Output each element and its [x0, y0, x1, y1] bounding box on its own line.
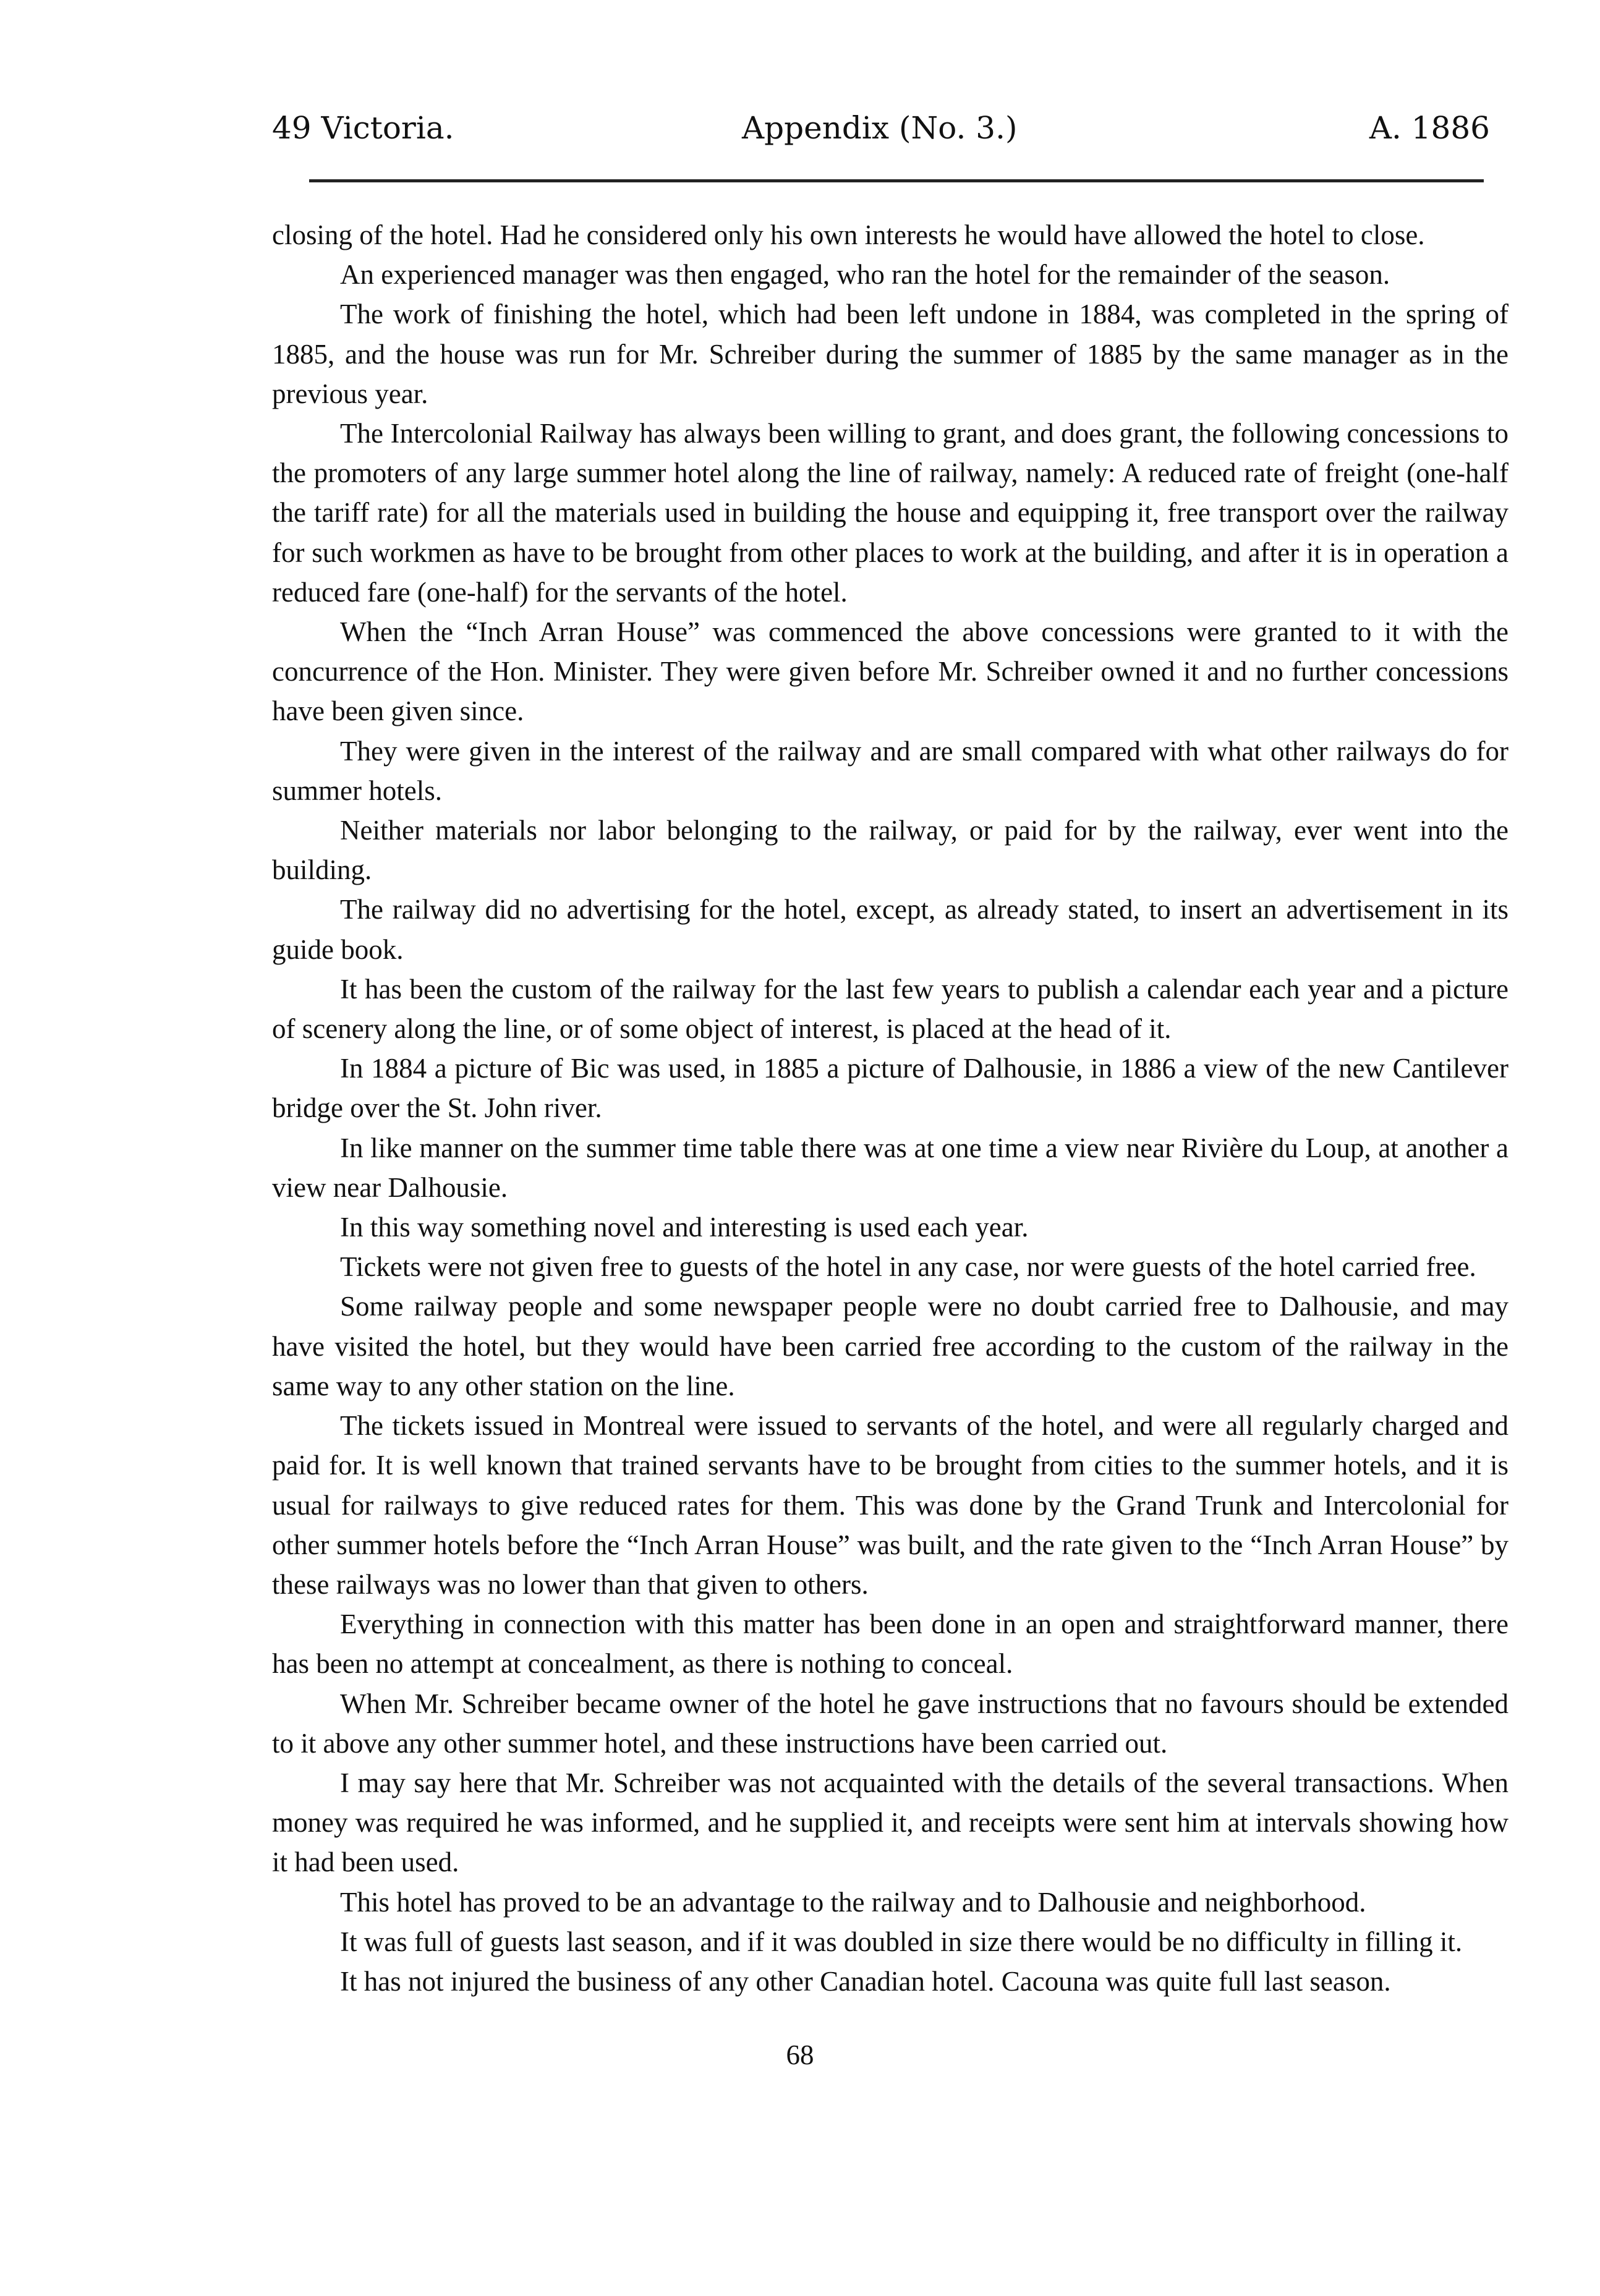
- paragraph: It has not injured the business of any other Canadian hotel. Cacouna was quite full last season.: [340, 1965, 1391, 1997]
- paragraph: When Mr. Schreiber became owner of the hotel he gave instructions that no favours should be extended to it above any other summer hotel, and these instructions have been carried out.: [272, 1688, 1509, 1759]
- paragraph: The Intercolonial Railway has always been willing to grant, and does grant, the following concessions to the promoters of any large summer hotel along the line of railway, namely: A reduced rate of freight (one-half the tariff rate) for all the materials used in building the house and equipping it, free transport over the railway for such workmen as have to be brought from other places to work at the building, and after it is in operation a reduced fare (one-half) for the servants of the hotel.: [272, 418, 1509, 608]
- paragraph: The tickets issued in Montreal were issued to servants of the hotel, and were all regularly charged and paid for. It is well known that trained servants have to be brought from cities to the summer hotels, and it is usual for railways to give reduced rates for them. This was done by the Grand Trunk and Intercolonial for other summer hotels before the “Inch Arran House” was built, and the rate given to the “Inch Arran House” by these railways was no lower than that given to others.: [272, 1410, 1509, 1600]
- paragraph: The railway did no advertising for the hotel, except, as already stated, to insert an advertisement in its guide book.: [272, 894, 1509, 965]
- paragraph: In 1884 a picture of Bic was used, in 1885 a picture of Dalhousie, in 1886 a view of the new Cantilever bridge over the St. John river.: [272, 1053, 1509, 1124]
- paragraph: In like manner on the summer time table there was at one time a view near Rivière du Loup, at another a view near Dalhousie.: [272, 1132, 1509, 1203]
- running-header: [272, 100, 1490, 156]
- paragraph: closing of the hotel. Had he considered only his own interests he would have allowed the hotel to close.: [272, 219, 1425, 250]
- paragraph: Tickets were not given free to guests of the hotel in any case, nor were guests of the hotel carried free.: [340, 1251, 1476, 1283]
- paragraph: In this way something novel and interesting is used each year.: [340, 1212, 1029, 1243]
- paragraph: It was full of guests last season, and if it was doubled in size there would be no difficulty in filling it.: [340, 1926, 1463, 1957]
- header-rule: [309, 179, 1484, 182]
- paragraph: Neither materials nor labor belonging to the railway, or paid for by the railway, ever went into the building.: [272, 815, 1509, 886]
- paragraph: They were given in the interest of the railway and are small compared with what other railways do for summer hotels.: [272, 735, 1509, 806]
- paragraph: It has been the custom of the railway for the last few years to publish a calendar each year and a picture of scenery along the line, or of some object of interest, is placed at the head of it.: [272, 973, 1509, 1045]
- paragraph: I may say here that Mr. Schreiber was not acquainted with the details of the several transactions. When money was required he was informed, and he supplied it, and receipts were sent him at intervals showing how it had been used.: [272, 1767, 1509, 1878]
- page-number: 68: [786, 2039, 814, 2070]
- paragraph: When the “Inch Arran House” was commenced the above concessions were granted to it with the concurrence of the Hon. Minister. They were given before Mr. Schreiber owned it and no further concessions have been given since.: [272, 616, 1509, 727]
- paragraph: Some railway people and some newspaper people were no doubt carried free to Dalhousie, and may have visited the hotel, but they would have been carried free according to the custom of the railway in the same way to any other station on the line.: [272, 1291, 1509, 1401]
- header-session: 49 Victoria.: [272, 110, 454, 146]
- paragraph: An experienced manager was then engaged, who ran the hotel for the remainder of the season.: [340, 259, 1390, 291]
- paragraph: This hotel has proved to be an advantage to the railway and to Dalhousie and neighborhood.: [340, 1886, 1366, 1918]
- header-appendix: Appendix (No. 3.): [742, 110, 1018, 146]
- paragraph: Everything in connection with this matter has been done in an open and straightforward manner, there has been no attempt at concealment, as there is nothing to conceal.: [272, 1609, 1509, 1680]
- body-text: [272, 215, 1509, 2001]
- paragraph: The work of finishing the hotel, which had been left undone in 1884, was completed in the spring of 1885, and the house was run for Mr. Schreiber during the summer of 1885 by the same manager as in the previous year.: [272, 299, 1509, 409]
- header-year: A. 1886: [1369, 110, 1490, 146]
